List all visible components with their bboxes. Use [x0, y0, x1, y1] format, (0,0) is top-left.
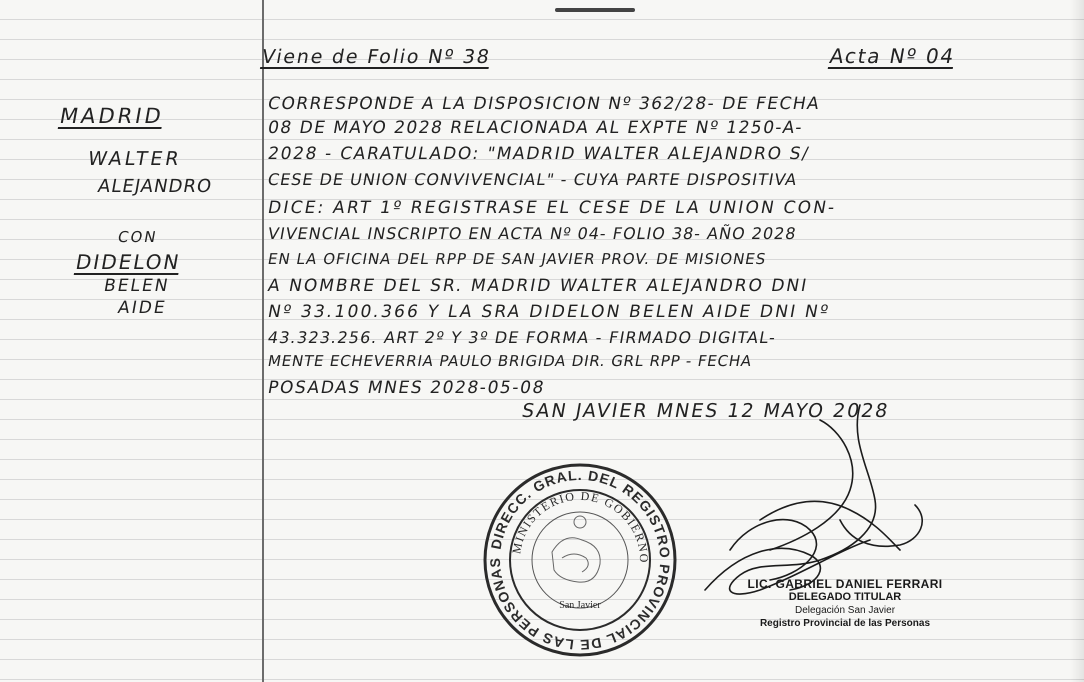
- margin-rule: [262, 0, 264, 682]
- header-viene-folio: Viene de Folio Nº 38: [260, 46, 493, 68]
- body-line: MENTE ECHEVERRIA PAULO BRIGIDA DIR. GRL RPP - FECHA: [266, 352, 754, 370]
- margin-surname-didelon: DIDELON: [73, 250, 183, 274]
- page-shadow: [1070, 0, 1084, 682]
- signatory-stamp: [720, 578, 970, 630]
- page-edge-mark: [555, 8, 635, 12]
- body-line: DICE: ART 1º REGISTRASE EL CESE DE LA UNION CON-: [266, 198, 839, 218]
- body-line: Nº 33.100.366 Y LA SRA DIDELON BELEN AIDE DNI Nº: [266, 302, 832, 322]
- body-line: A NOMBRE DEL SR. MADRID WALTER ALEJANDRO DNI: [266, 276, 810, 296]
- body-line: EN LA OFICINA DEL RPP DE SAN JAVIER PROV. DE MISIONES: [266, 250, 768, 268]
- margin-name-belen: BELEN: [102, 276, 172, 296]
- body-line: 08 DE MAYO 2028 RELACIONADA AL EXPTE Nº 1250-A-: [266, 118, 805, 138]
- margin-surname-madrid: MADRID: [57, 104, 166, 128]
- closing-place-date: SAN JAVIER MNES 12 MAYO 2028: [520, 400, 892, 422]
- signatory-office: Delegación San Javier: [794, 605, 896, 616]
- header-acta-number: Acta Nº 04: [827, 44, 958, 68]
- official-seal-icon: [482, 462, 678, 658]
- margin-name-walter: WALTER: [86, 148, 184, 170]
- body-line: 43.323.256. ART 2º Y 3º DE FORMA - FIRMADO DIGITAL-: [266, 328, 778, 347]
- body-line: VIVENCIAL INSCRIPTO EN ACTA Nº 04- FOLIO 38- AÑO 2028: [266, 224, 799, 243]
- margin-name-alejandro: ALEJANDRO: [96, 176, 214, 197]
- signatory-role: DELEGADO TITULAR: [788, 591, 902, 603]
- margin-con: CON: [116, 228, 160, 246]
- seal-outer-text: DIRECC. GRAL. DEL REGISTRO PROVINCIAL DE LAS PERSONAS: [486, 466, 674, 654]
- body-line: POSADAS MNES 2028-05-08: [266, 378, 547, 398]
- signatory-registry: Registro Provincial de las Personas: [759, 618, 931, 629]
- body-line: 2028 - CARATULADO: "MADRID WALTER ALEJANDRO S/: [266, 144, 812, 164]
- body-line: CESE DE UNION CONVIVENCIAL" - CUYA PARTE DISPOSITIVA: [266, 170, 799, 189]
- signatory-name: LIC. GABRIEL DANIEL FERRARI: [747, 577, 943, 591]
- body-line: CORRESPONDE A LA DISPOSICION Nº 362/28- DE FECHA: [266, 94, 822, 114]
- margin-name-aide: AIDE: [116, 298, 169, 318]
- seal-inner-text: MINISTERIO DE GOBIERNO: [509, 488, 652, 565]
- seal-bottom-text: San Javier: [559, 600, 601, 611]
